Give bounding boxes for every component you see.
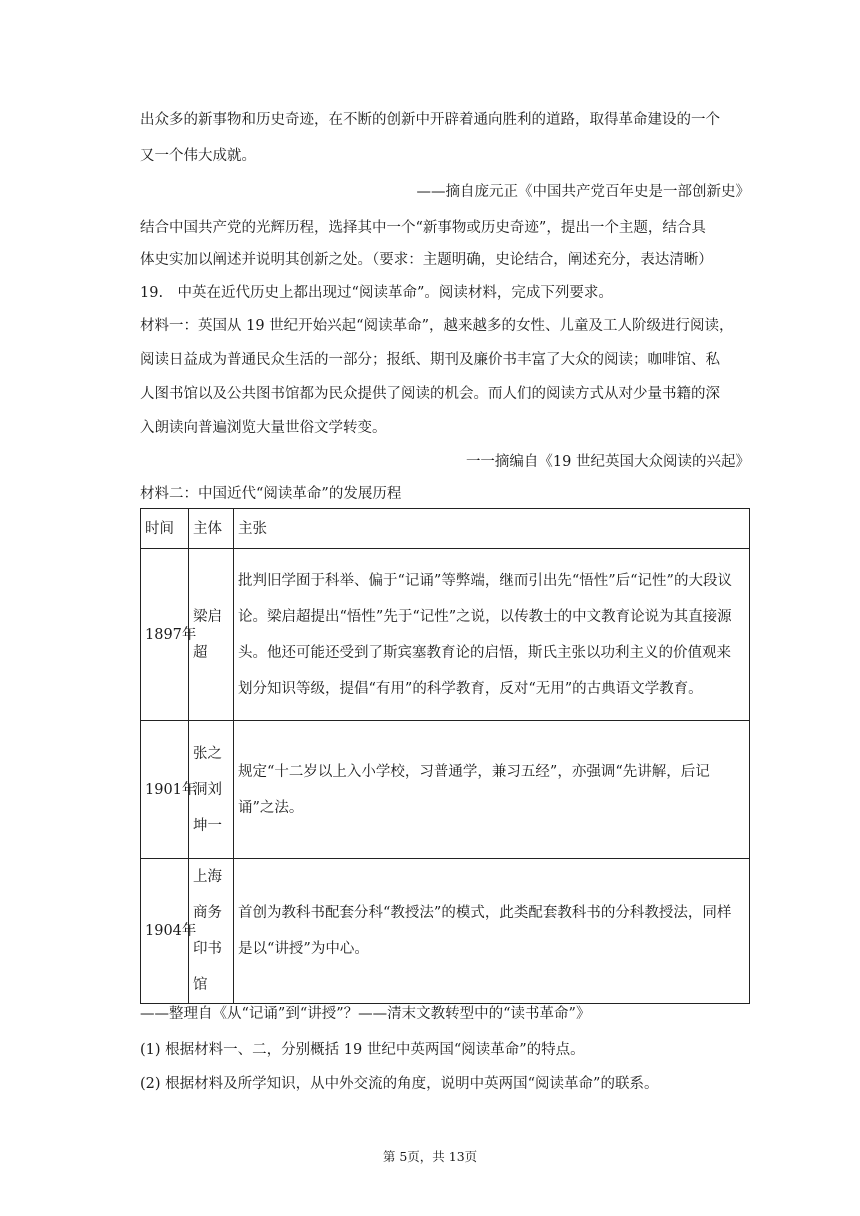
material-1-line: 人图书馆以及公共图书馆都为民众提供了阅读的机会。而人们的阅读方式从对少量书籍的深 bbox=[140, 386, 720, 402]
page-footer: 第 5页，共 13页 bbox=[382, 1149, 478, 1164]
table-row bbox=[141, 549, 750, 721]
paragraph-line: 又一个伟大成就。 bbox=[140, 148, 256, 164]
header-time: 时间 bbox=[141, 509, 189, 549]
material-2-title: 材料二：中国近代“阅读革命”的发展历程 bbox=[140, 486, 402, 502]
paragraph-line: 出众多的新事物和历史奇迹，在不断的创新中开辟着通向胜利的道路，取得革命建设的一个 bbox=[140, 112, 720, 128]
row-subject: 梁启超 bbox=[189, 549, 234, 721]
row-time: 1901年 bbox=[141, 721, 189, 859]
paragraph-line: 结合中国共产党的光辉历程，选择其中一个“新事物或历史奇迹”，提出一个主题，结合具 bbox=[140, 220, 706, 236]
paragraph-line: 体史实加以阐述并说明其创新之处。（要求：主题明确，史论结合，阐述充分，表达清晰） bbox=[140, 252, 713, 268]
header-subject: 主体 bbox=[189, 509, 234, 549]
row-claim: 规定“十二岁以上入小学校，习普通学，兼习五经”，亦强调“先讲解，后记诵”之法。 bbox=[234, 721, 750, 859]
reading-revolution-table bbox=[140, 508, 750, 1004]
row-time: 1904年 bbox=[141, 859, 189, 1004]
material-1-line: 材料一：英国从 19 世纪开始兴起“阅读革命”，越来越多的女性、儿童及工人阶级进行阅读， bbox=[140, 318, 734, 334]
row-claim: 批判旧学囿于科举、偏于“记诵”等弊端，继而引出先“悟性”后“记性”的大段议论。梁启超提出“悟性”先于“记性”之说，以传教士的中文教育论说为其直接源头。他还可能还受到了斯宾塞教育论的启悟，斯氏主张以功利主义的价值观来划分知识等级，提倡“有用”的科学教育，反对“无用”的古典语文学教育。 bbox=[234, 549, 750, 721]
material-1-line: 阅读日益成为普通民众生活的一部分；报纸、期刊及廉价书丰富了大众的阅读；咖啡馆、私 bbox=[140, 352, 720, 368]
material-1-line: 入朗读向普遍浏览大量世俗文学转变。 bbox=[140, 420, 387, 436]
header-claim: 主张 bbox=[234, 509, 750, 549]
table-row bbox=[141, 859, 750, 1004]
source-citation: 一一摘编自《19 世纪英国大众阅读的兴起》 bbox=[465, 454, 750, 470]
sub-question-1: (1) 根据材料一、二，分别概括 19 世纪中英两国“阅读革命”的特点。 bbox=[140, 1042, 585, 1058]
row-time: 1897年 bbox=[141, 549, 189, 721]
row-subject: 张之洞刘坤一 bbox=[189, 721, 234, 859]
sub-question-2: (2) 根据材料及所学知识，从中外交流的角度，说明中英两国“阅读革命”的联系。 bbox=[140, 1076, 659, 1092]
source-citation: ——整理自《从“记诵”到“讲授”？——清末文教转型中的“读书革命”》 bbox=[140, 1006, 591, 1022]
question-19: 19. 中英在近代历史上都出现过“阅读革命”。阅读材料，完成下列要求。 bbox=[140, 285, 613, 301]
table-header-row bbox=[141, 509, 750, 549]
table-row bbox=[141, 721, 750, 859]
row-subject: 上海商务印书馆 bbox=[189, 859, 234, 1004]
source-citation: ——摘自庞元正《中国共产党百年史是一部创新史》 bbox=[416, 184, 750, 200]
row-claim: 首创为教科书配套分科“教授法”的模式，此类配套教科书的分科教授法，同样是以“讲授”为中心。 bbox=[234, 859, 750, 1004]
